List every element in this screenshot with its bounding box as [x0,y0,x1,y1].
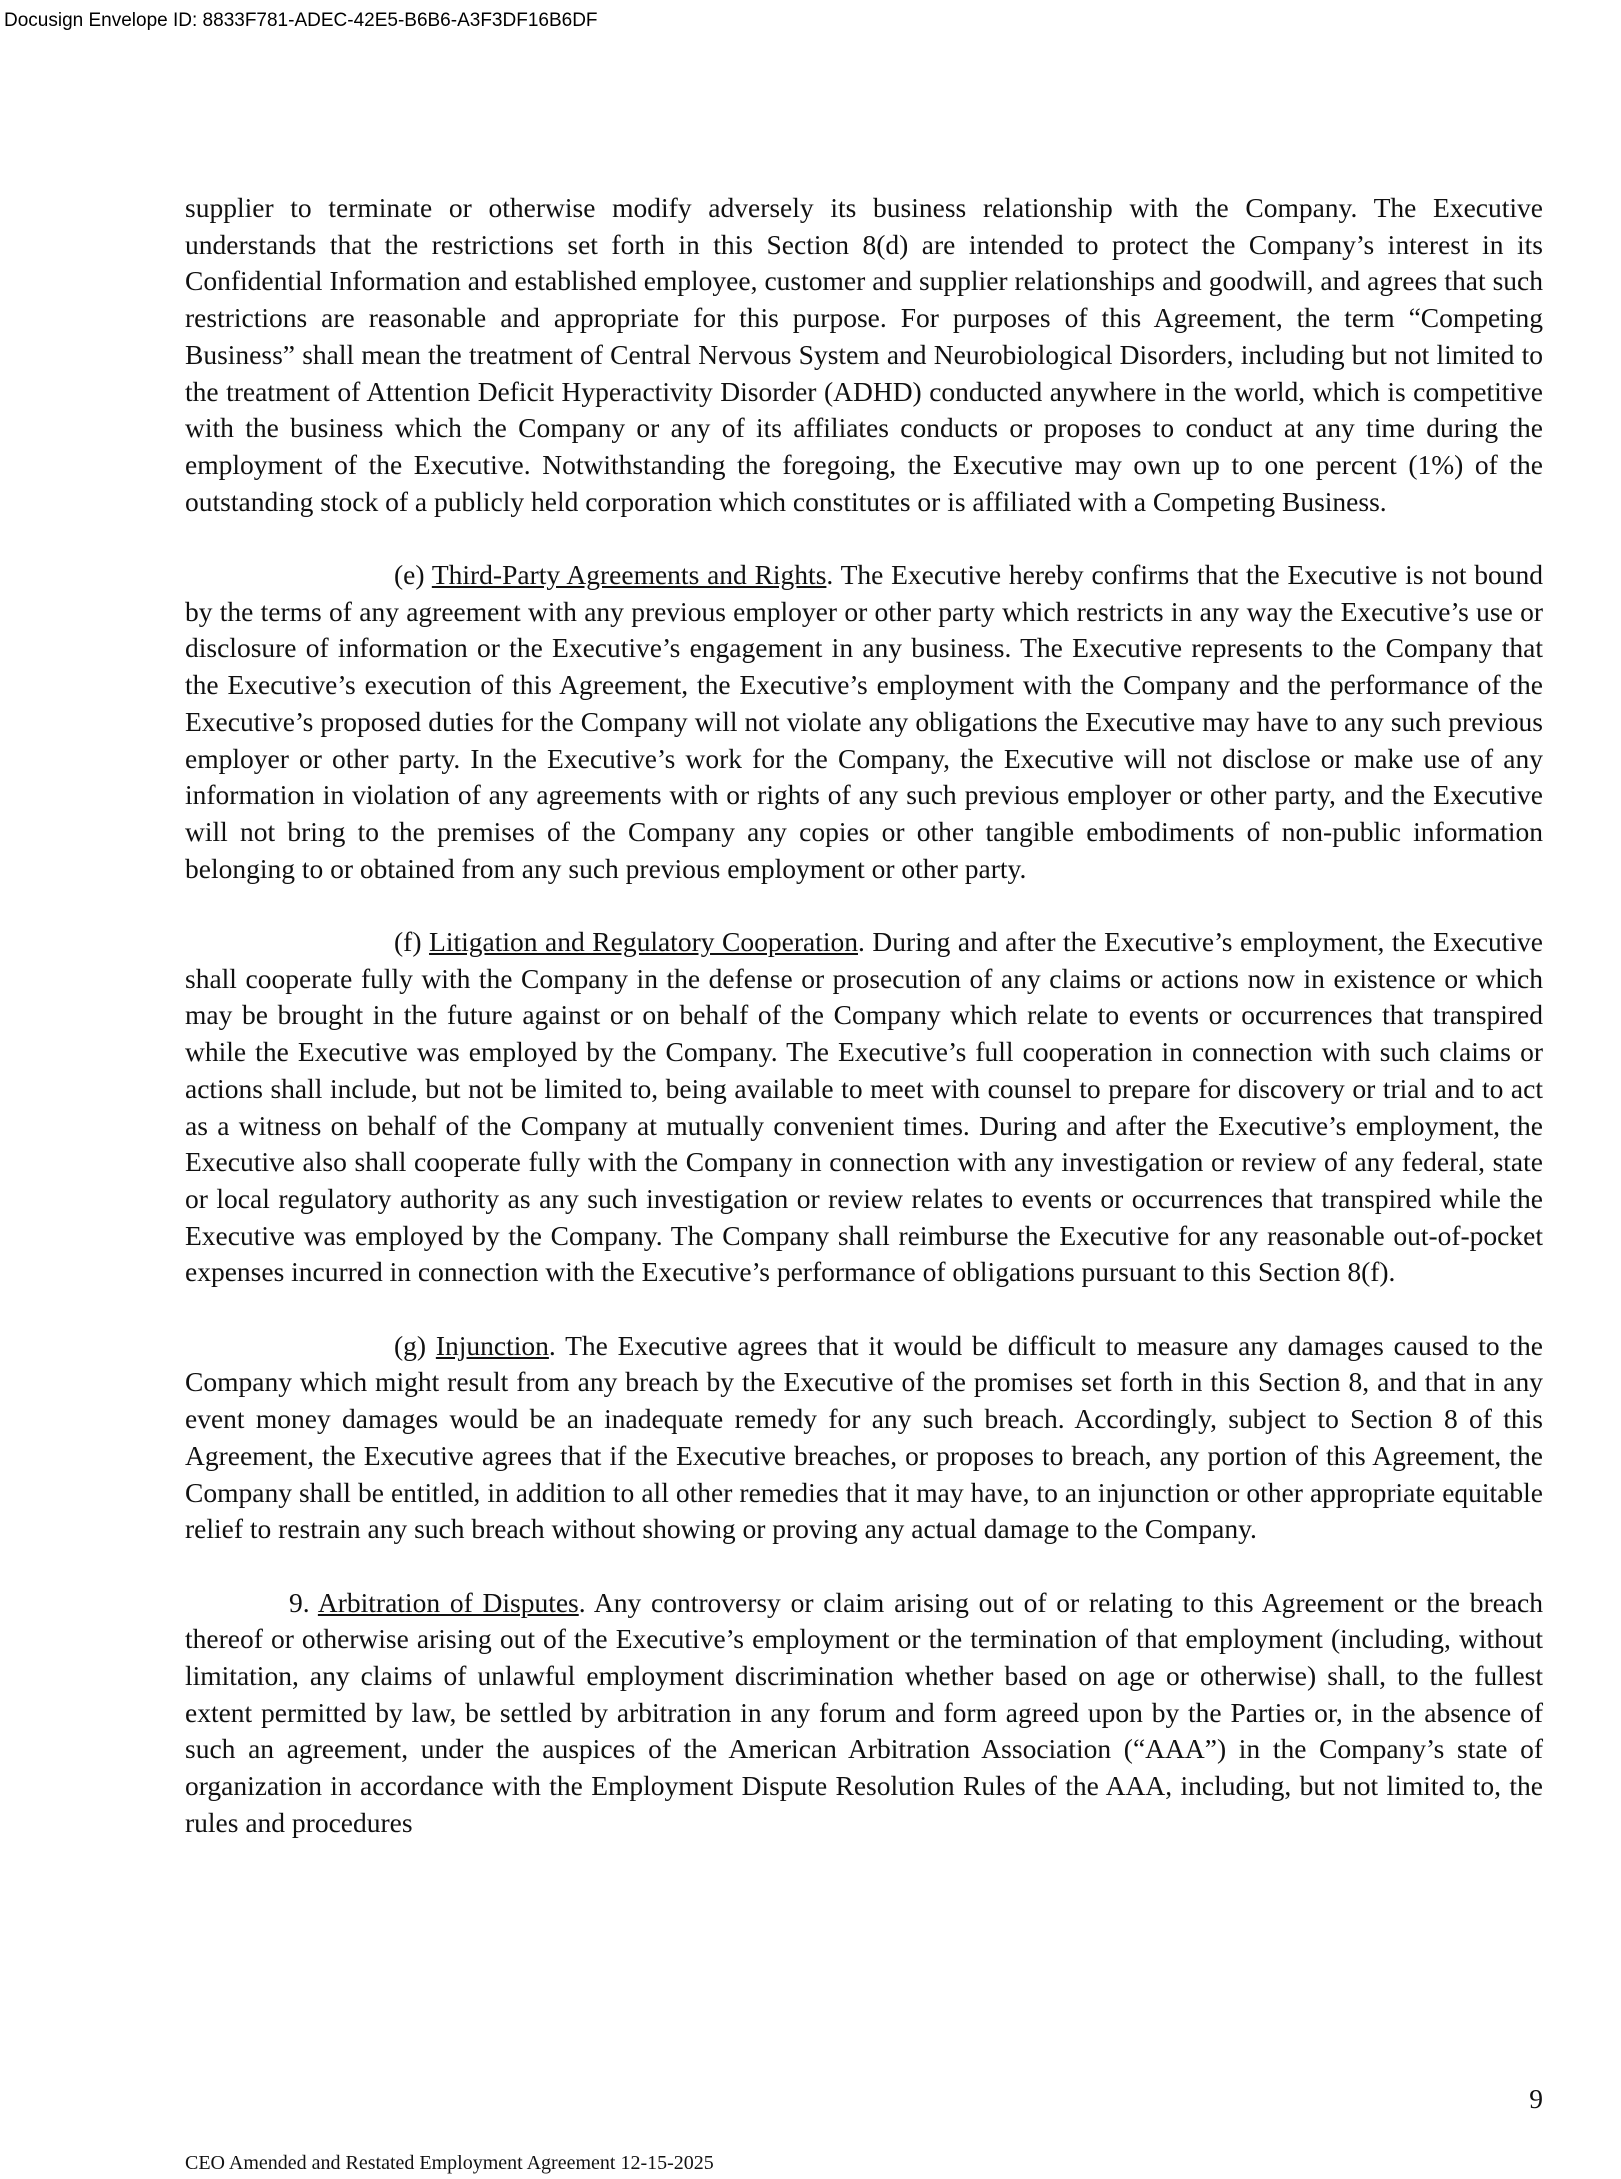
document-footer: CEO Amended and Restated Employment Agreement 12-15-2025 [185,2152,714,2174]
section-9-text: . Any controversy or claim arising out of or relating to this Agreement or the breach thereof or otherwise arising out of the Executive’s employment or the termination of that employment (including, without limitation, any claims of unlawful employment discrimination whether based on age or otherwise) shall, to the fullest extent permitted by law, be settled by arbitration in any forum and form agreed upon by the Parties or, in the absence of such an agreement, under the auspices of the American Arbitration Association (“AAA”) in the Company’s state of organization in accordance with the Employment Dispute Resolution Rules of the AAA, including, but not limited to, the rules and procedures [185,1586,1544,1838]
section-e-heading: Third-Party Agreements and Rights [431,559,827,591]
section-g-prefix: (g) [394,1329,436,1361]
section-e-paragraph [185,557,1543,887]
paragraph-continuation: supplier to terminate or otherwise modify adversely its business relationship with the Company. The Executive understands that the restrictions set forth in this Section 8(d) are intended to protect the Company’s interest in its Confidential Information and established employee, customer and supplier relationships and goodwill, and agrees that such restrictions are reasonable and appropriate for this purpose. For purposes of this Agreement, the term “Competing Business” shall mean the treatment of Central Nervous System and Neurobiological Disorders, including but not limited to the treatment of Attention Deficit Hyperactivity Disorder (ADHD) conducted anywhere in the world, which is competitive with the business which the Company or any of its affiliates conducts or proposes to conduct at any time during the employment of the Executive. Notwithstanding the foregoing, the Executive may own up to one percent (1%) of the outstanding stock of a publicly held corporation which constitutes or is affiliated with a Competing Business. [185,192,1543,517]
section-g-heading: Injunction [435,1329,549,1361]
section-9-heading: Arbitration of Disputes [317,1586,579,1618]
section-f-heading: Litigation and Regulatory Cooperation [429,926,858,958]
section-f-text: . During and after the Executive’s employment, the Executive shall cooperate fully with the Company in the defense or prosecution of any claims or actions now in existence or which may be brought in the future against or on behalf of the Company which relate to events or occurrences that transpired while the Executive was employed by the Company. The Executive’s full cooperation in connection with such claims or actions shall include, but not be limited to, being available to meet with counsel to prepare for discovery or trial and to act as a witness on behalf of the Company at mutually convenient times. During and after the Executive’s employment, the Executive also shall cooperate fully with the Company in connection with any investigation or review of any federal, state or local regulatory authority as any such investigation or review relates to events or occurrences that transpired while the Executive was employed by the Company. The Company shall reimburse the Executive for any reasonable out-of-pocket expenses incurred in connection with the Executive’s performance of obligations pursuant to this Section 8(f). [185,926,1544,1288]
section-g-text: . The Executive agrees that it would be difficult to measure any damages caused to the Company which might result from any breach by the Executive of the promises set forth in this Section 8, and that in any event money damages would be an inadequate remedy for any such breach. Accordingly, subject to Section 8 of this Agreement, the Executive agrees that if the Executive breaches, or proposes to breach, any portion of this Agreement, the Company shall be entitled, in addition to all other remedies that it may have, to an injunction or other appropriate equitable relief to restrain any such breach without showing or proving any actual damage to the Company. [185,1329,1543,1545]
section-e-prefix: (e) [394,559,432,591]
section-e-text: . The Executive hereby confirms that the Executive is not bound by the terms of any agreement with any previous employer or other party which restricts in any way the Executive’s use or disclosure of information or the Executive’s engagement in any business. The Executive represents to the Company that the Executive’s execution of this Agreement, the Executive’s employment with the Company and the performance of the Executive’s proposed duties for the Company will not violate any obligations the Executive may have to any such previous employer or other party. In the Executive’s work for the Company, the Executive will not disclose or make use of any information in violation of any agreements with or rights of any such previous employer or other party, and the Executive will not bring to the premises of the Company any copies or other tangible embodiments of non-public information belonging to or obtained from any such previous employment or other party. [185,559,1544,884]
section-g-paragraph [185,1328,1543,1548]
section-9-prefix: 9. [289,1586,318,1618]
section-9-paragraph [185,1585,1543,1842]
page-number: 9 [1529,2083,1543,2114]
section-f-prefix: (f) [394,926,430,958]
docusign-envelope-id: Docusign Envelope ID: 8833F781-ADEC-42E5-B6B6-A3F3DF16B6DF [4,10,598,31]
document-body [185,190,1543,1842]
section-f-paragraph [185,924,1543,1291]
